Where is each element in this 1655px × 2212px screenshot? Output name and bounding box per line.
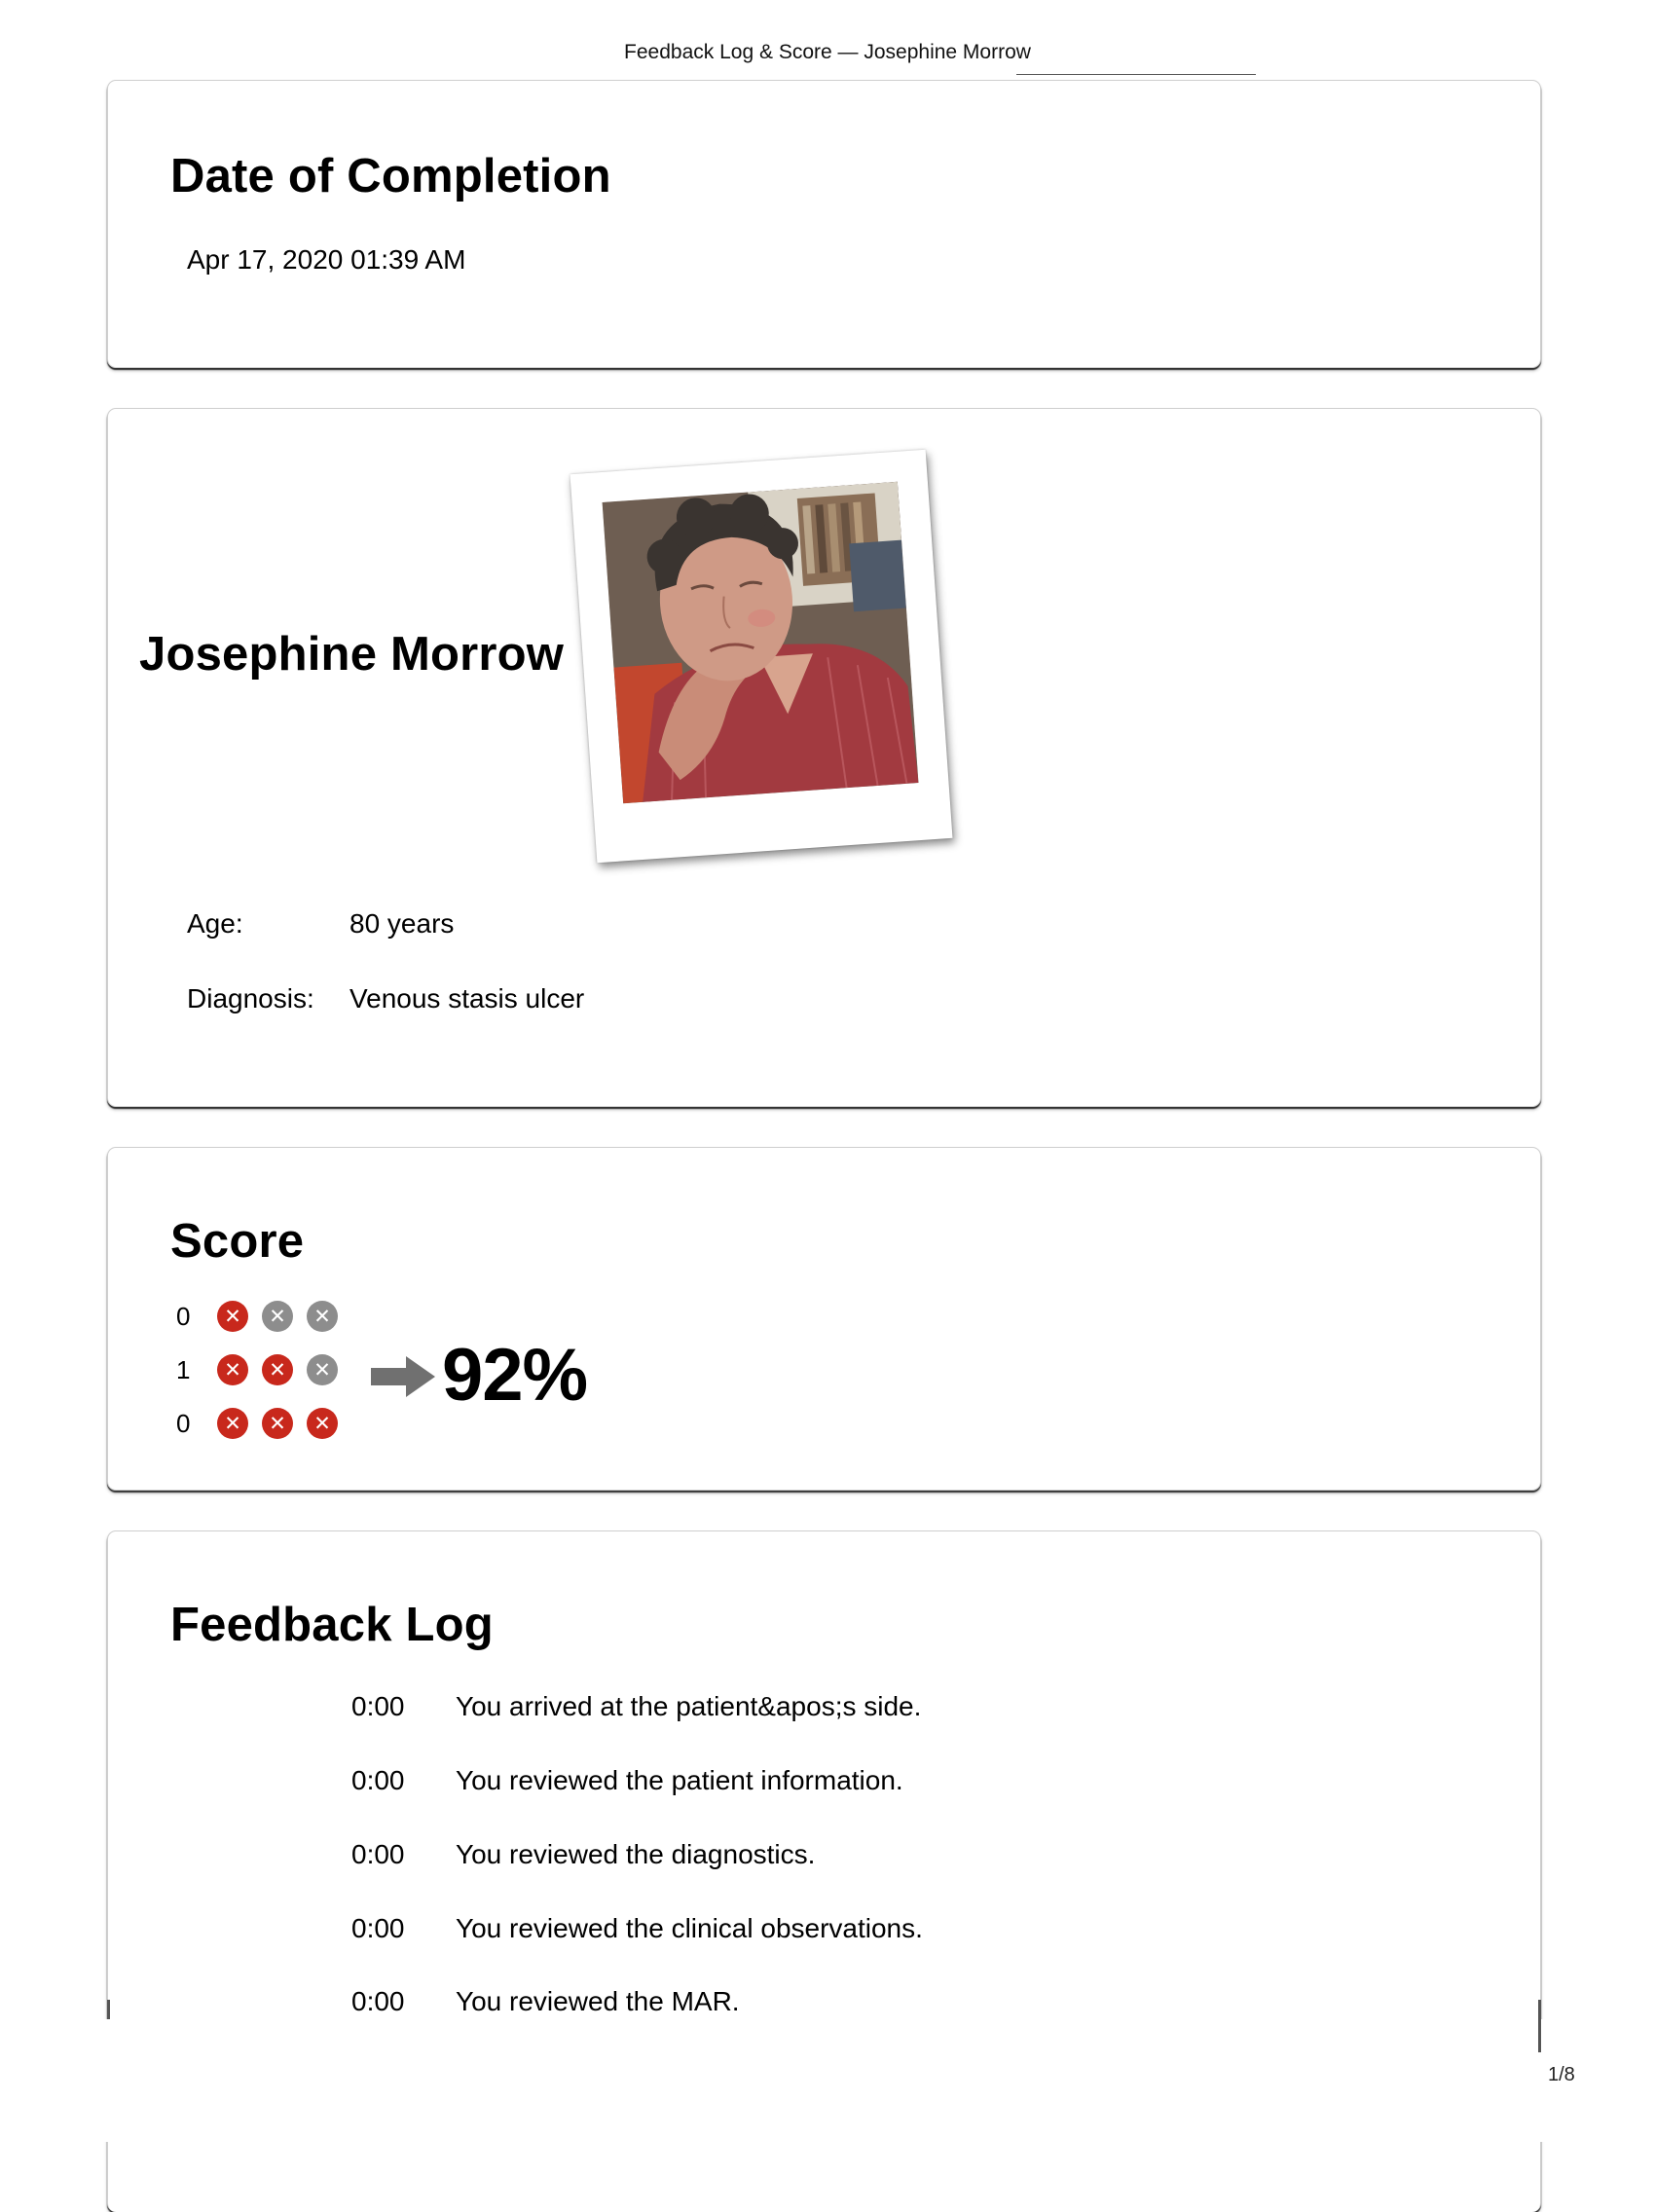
log-entry-message: You reviewed the diagnostics. — [456, 1839, 816, 1869]
x-circle-icon: ✕ — [262, 1354, 293, 1385]
x-circle-icon: ✕ — [262, 1408, 293, 1439]
age-value: 80 years — [349, 908, 455, 939]
patient-photo-frame — [570, 450, 952, 864]
log-entry-message: You reviewed the patient information. — [456, 1765, 903, 1795]
log-entry-message: You reviewed the MAR. — [456, 1986, 740, 2016]
completion-heading: Date of Completion — [170, 150, 611, 203]
patient-photo — [603, 482, 919, 803]
score-row-count: 0 — [176, 1408, 191, 1438]
age-label: Age: — [187, 908, 243, 939]
page-header-title: Feedback Log & Score — Josephine Morrow — [624, 41, 1031, 63]
log-entry-time: 0:00 — [351, 1691, 405, 1721]
patient-card — [107, 408, 1541, 1107]
arrow-right-icon — [371, 1354, 437, 1399]
x-circle-icon: ✕ — [262, 1301, 293, 1332]
x-circle-icon: ✕ — [217, 1354, 248, 1385]
log-entry-message: You arrived at the patient&apos;s side. — [456, 1691, 922, 1721]
log-entry-time: 0:00 — [351, 1986, 405, 2016]
log-entry-time: 0:00 — [351, 1765, 405, 1795]
score-row-count: 0 — [176, 1301, 191, 1331]
x-circle-icon: ✕ — [217, 1408, 248, 1439]
score-row-count: 1 — [176, 1354, 191, 1384]
patient-photo-image — [603, 482, 919, 803]
log-entry-time: 0:00 — [351, 1839, 405, 1869]
x-circle-icon: ✕ — [217, 1301, 248, 1332]
score-row — [176, 1352, 338, 1387]
header-rule — [1016, 74, 1256, 75]
completion-date: Apr 17, 2020 01:39 AM — [187, 244, 466, 275]
score-card — [107, 1147, 1541, 1491]
x-circle-icon: ✕ — [307, 1301, 338, 1332]
score-percent: 92% — [442, 1334, 588, 1417]
x-circle-icon: ✕ — [307, 1408, 338, 1439]
card-edge-left — [107, 2000, 110, 2019]
completion-card — [107, 80, 1541, 368]
score-row — [176, 1406, 338, 1441]
score-row — [176, 1299, 338, 1334]
page-number: 1/8 — [1548, 2064, 1575, 2085]
page-bottom-margin — [0, 2019, 1655, 2142]
diagnosis-label: Diagnosis: — [187, 983, 314, 1014]
log-entry-time: 0:00 — [351, 1913, 405, 1943]
x-circle-icon: ✕ — [307, 1354, 338, 1385]
log-entry-message: You reviewed the clinical observations. — [456, 1913, 923, 1943]
diagnosis-value: Venous stasis ulcer — [349, 983, 585, 1014]
feedback-log-heading: Feedback Log — [170, 1599, 494, 1651]
patient-name: Josephine Morrow — [139, 628, 565, 681]
score-heading: Score — [170, 1215, 305, 1268]
card-edge-right — [1538, 2000, 1541, 2052]
